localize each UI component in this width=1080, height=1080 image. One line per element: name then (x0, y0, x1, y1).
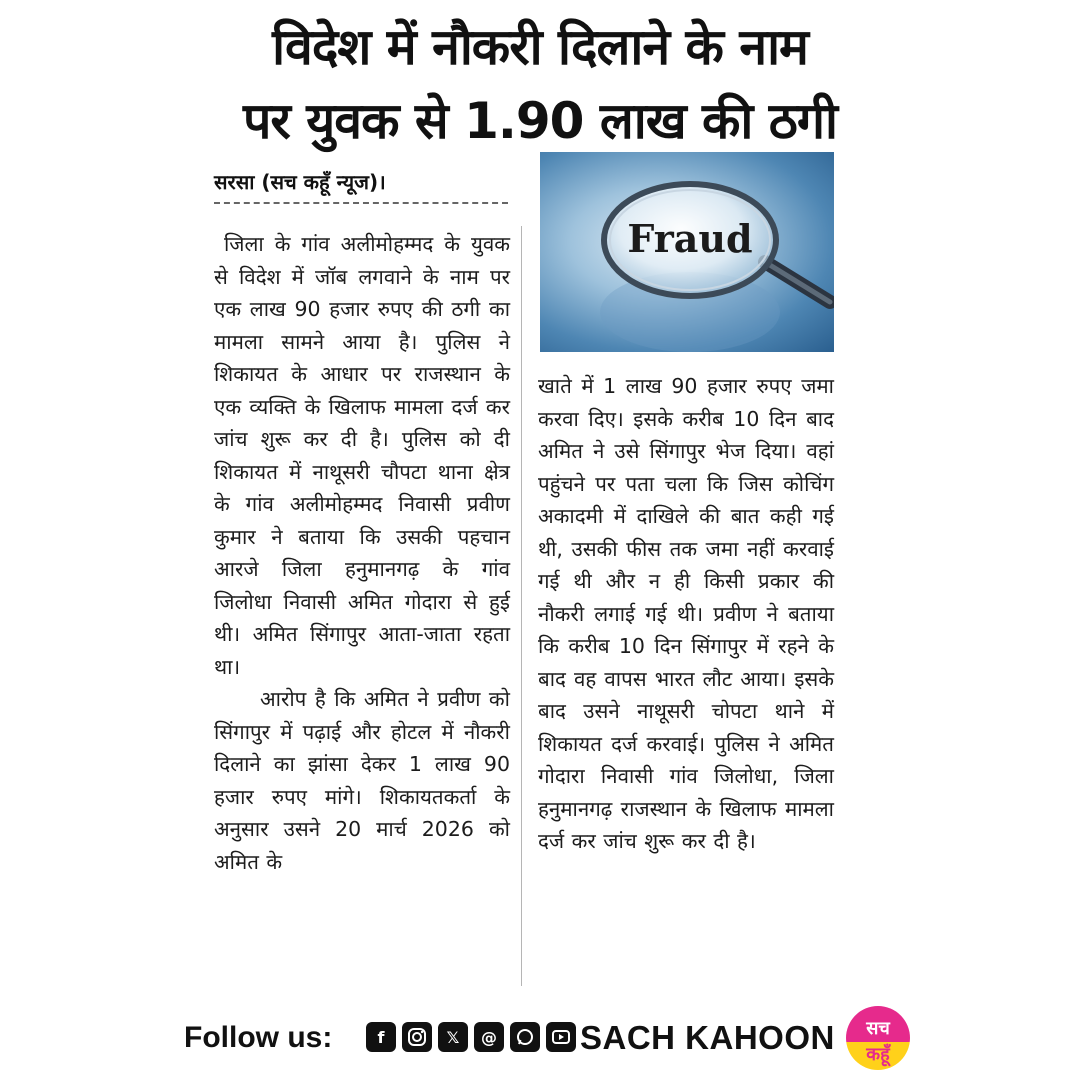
brand-name: SACH KAHOON (580, 1019, 835, 1056)
social-icons (366, 1022, 576, 1054)
headline (180, 10, 900, 158)
sach-kahoon-logo (846, 1006, 910, 1070)
byline-divider (214, 202, 508, 204)
follow-label: Follow us: (184, 1021, 333, 1054)
article-column-right (538, 370, 834, 858)
byline: सरसा (सच कहूँ न्यूज)। (214, 170, 386, 194)
x-icon[interactable]: 𝕏 (438, 1022, 468, 1052)
instagram-icon[interactable] (402, 1022, 432, 1052)
article-paragraph: खाते में 1 लाख 90 हजार रुपए जमा करवा दिए। इसके करीब 10 दिन बाद अमित ने उसे सिंगापुर भेज दिया। वहां पहुंचने पर पता चला कि जिस कोचिंग अकादमी में दाखिले की बात कही गई थी, उसकी फीस तक जमा नहीं करवाई गई थी और न ही किसी प्रकार की नौकरी लगाई गई थी। प्रवीण ने बताया कि करीब 10 दिन सिंगापुर में रहने के बाद वह वापस भारत लौट आया। इसके बाद उसने नाथूसरी चोपटा थाने में शिकायत दर्ज करवाई। पुलिस ने अमित गोदारा निवासी गांव जिलोधा, जिला हनुमानगढ़ राजस्थान के खिलाफ मामला दर्ज कर जांच शुरू कर दी है। (538, 374, 834, 853)
article-paragraph: आरोप है कि अमित ने प्रवीण को सिंगापुर में पढ़ाई और होटल में नौकरी दिलाने का झांसा देकर 1 लाख 90 हजार रुपए मांगे। शिकायतकर्ता के अनुसार उसने 20 मार्च 2026 को अमित के (214, 687, 510, 874)
headline-line-2: पर युवक से 1.90 लाख की ठगी (243, 92, 837, 150)
fraud-word: Fraud (627, 216, 753, 261)
youtube-icon[interactable] (546, 1022, 576, 1052)
magnifying-glass-icon (540, 152, 834, 352)
logo-text-bottom: कहूँ (866, 1044, 890, 1065)
threads-icon[interactable]: @ (474, 1022, 504, 1052)
facebook-icon[interactable]: f (366, 1022, 396, 1052)
article-paragraph: जिला के गांव अलीमोहम्मद के युवक से विदेश में जॉब लगवाने के नाम पर एक लाख 90 हजार रुपए की ठगी का मामला सामने आया है। पुलिस ने शिकायत के आधार पर राजस्थान के एक व्यक्ति के खिलाफ मामला दर्ज कर जांच शुरू कर दी है। पुलिस को दी शिकायत में नाथूसरी चौपटा थाना क्षेत्र के गांव अलीमोहम्मद निवासी प्रवीण कुमार ने बताया कि उसकी पहचान आरजे जिला हनुमानगढ़ के गांव जिलोधा निवासी अमित गोदारा से हुई थी। अमित सिंगापुर आता-जाता रहता था। (214, 232, 510, 679)
whatsapp-icon[interactable] (510, 1022, 540, 1052)
logo-text-top: सच (866, 1018, 890, 1039)
headline-line-1: विदेश में नौकरी दिलाने के नाम (272, 18, 808, 76)
fraud-image (540, 152, 834, 352)
column-divider (521, 226, 522, 986)
footer (0, 1006, 1080, 1070)
article-column-left (214, 228, 510, 878)
